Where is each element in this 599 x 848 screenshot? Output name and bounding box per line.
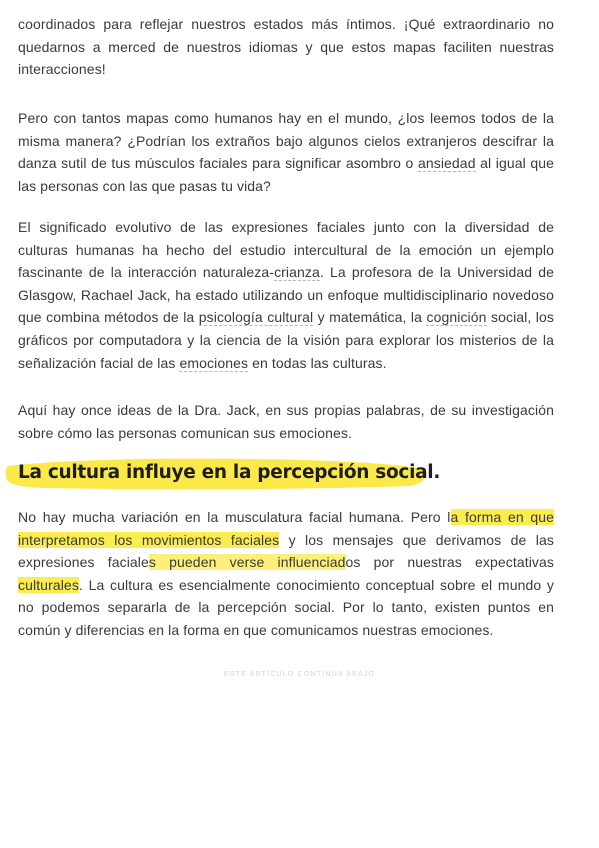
link-ansiedad[interactable]: ansiedad bbox=[417, 155, 476, 172]
highlight-culturales[interactable]: culturales bbox=[18, 576, 79, 593]
paragraph-evolutionary-meaning bbox=[18, 216, 554, 374]
highlight-interpret-movements[interactable]: a forma en que interpretamos los movimientos faciales bbox=[18, 509, 555, 548]
paragraph-text: al igual que las personas con las que pasas tu vida? bbox=[18, 155, 554, 194]
paragraph-text: No hay mucha variación en la musculatura facial humana. Pero l bbox=[18, 509, 451, 525]
paragraph-text: . La cultura es esencialmente conocimiento conceptual sobre el mundo y no podemos separarla de la percepción social. Por lo tanto, existen puntos en común y diferencias en la forma en que comunicamos nuestras emociones. bbox=[18, 576, 554, 638]
link-crianza[interactable]: crianza bbox=[274, 264, 320, 281]
highlight-can-be-influenced[interactable]: s pueden verse influenciad bbox=[148, 554, 346, 571]
paragraph-text: os por nuestras expectativas bbox=[345, 554, 554, 571]
paragraph-text: y matemática, la bbox=[313, 309, 427, 326]
section-heading: La cultura influye en la percepción social. bbox=[18, 462, 441, 483]
link-emociones[interactable]: emociones bbox=[179, 354, 249, 371]
paragraph-maps bbox=[18, 107, 554, 197]
paragraph-intro-end: coordinados para reflejar nuestros estados más íntimos. ¡Qué extraordinario no quedarnos a merced de nuestros idiomas y que estos mapas faciliten nuestras interacciones! bbox=[18, 16, 554, 78]
paragraph-text: . La profesora de la Universidad de Glasgow, Rachael Jack, ha estado utilizando un enfoque multidisciplinario novedoso que combina métodos de la bbox=[18, 264, 554, 326]
paragraph-text: y los mensajes que derivamos de las expresiones faciale bbox=[18, 531, 554, 571]
section-heading-block bbox=[4, 452, 441, 496]
paragraph-text: El significado evolutivo de las expresiones faciales junto con la diversidad de culturas humanas ha hecho del estudio intercultural de la emoción un ejemplo fascinante de la interacción naturaleza- bbox=[18, 219, 554, 281]
article-continues-label: ESTE ARTÍCULO CONTINÚA ABAJO bbox=[223, 671, 376, 678]
link-psicologia-cultural[interactable]: psicología cultural bbox=[198, 309, 314, 326]
paragraph-text: social, los gráficos por computadora y la ciencia de la visión para explorar los misterios de la señalización facial de las bbox=[18, 309, 555, 371]
paragraph-text: en todas las culturas. bbox=[248, 354, 387, 371]
paragraph-text: Pero con tantos mapas como humanos hay en el mundo, ¿los leemos todos de la misma manera? ¿Podrían los extraños bajo algunos cielos extranjeros descifrar la danza sutil de tus músculos faciales para significar asombro o bbox=[18, 110, 554, 172]
paragraph-culture-perception bbox=[18, 506, 554, 642]
link-cognicion[interactable]: cognición bbox=[426, 309, 487, 326]
paragraph-eleven-ideas: Aquí hay once ideas de la Dra. Jack, en sus propias palabras, de su investigación sobre cómo las personas comunican sus emociones. bbox=[18, 402, 554, 441]
